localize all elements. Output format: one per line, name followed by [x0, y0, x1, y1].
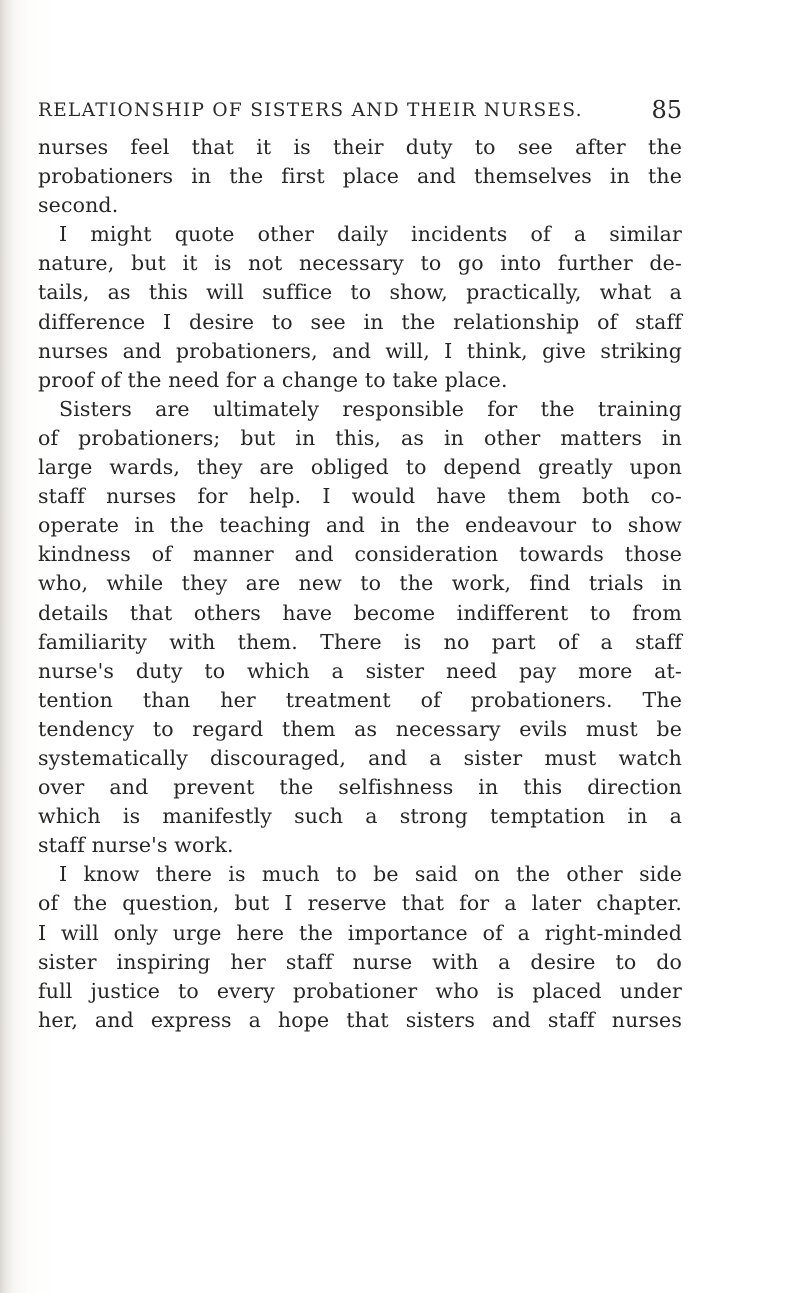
- text-line: of probationers; but in this, as in other matters in: [38, 425, 682, 450]
- text-line: her, and express a hope that sisters and staff nurses: [38, 1007, 682, 1032]
- text-line: probationers in the first place and themselves in the: [38, 164, 682, 189]
- text-line: large wards, they are obliged to depend greatly upon: [38, 455, 682, 480]
- text-line: nature, but it is not necessary to go into further de-: [38, 251, 682, 276]
- text-line: of the question, but I reserve that for a later chapter.: [38, 891, 682, 916]
- text-line: systematically discouraged, and a sister must watch: [38, 745, 682, 770]
- text-line: difference I desire to see in the relationship of staff: [38, 309, 682, 334]
- text-line: nurse's duty to which a sister need pay more at-: [38, 658, 682, 683]
- text-line: staff nurses for help. I would have them both co-: [38, 484, 682, 509]
- text-line: I know there is much to be said on the other side: [59, 862, 682, 887]
- text-line: which is manifestly such a strong temptation in a: [38, 804, 682, 829]
- text-line: kindness of manner and consideration towards those: [38, 542, 682, 567]
- text-line: I will only urge here the importance of a right-minded: [38, 920, 682, 945]
- text-line: full justice to every probationer who is placed under: [38, 978, 682, 1003]
- text-line: over and prevent the selfishness in this direction: [38, 775, 682, 800]
- text-line: sister inspiring her staff nurse with a desire to do: [38, 949, 682, 974]
- text-line: who, while they are new to the work, find trials in: [38, 571, 682, 596]
- text-line: tention than her treatment of probationers. The: [38, 687, 682, 712]
- text-line: details that others have become indifferent to from: [38, 600, 682, 625]
- text-line: staff nurse's work.: [38, 833, 234, 858]
- text-line: nurses feel that it is their duty to see after the: [38, 135, 682, 159]
- text-line: proof of the need for a change to take place.: [38, 367, 508, 392]
- page-number: 85: [651, 96, 682, 124]
- text-line: tendency to regard them as necessary evils must be: [38, 716, 682, 741]
- text-line: familiarity with them. There is no part of a staff: [38, 629, 682, 654]
- text-line: Sisters are ultimately responsible for the training: [59, 396, 682, 421]
- text-line: nurses and probationers, and will, I think, give striking: [38, 338, 682, 363]
- text-line: I might quote other daily incidents of a similar: [59, 222, 682, 247]
- running-head: RELATIONSHIP OF SISTERS AND THEIR NURSES.: [38, 100, 583, 121]
- text-line: second.: [38, 193, 119, 218]
- body-text: [38, 133, 682, 1035]
- text-line: operate in the teaching and in the endeavour to show: [38, 513, 682, 538]
- text-line: tails, as this will suffice to show, practically, what a: [38, 280, 682, 305]
